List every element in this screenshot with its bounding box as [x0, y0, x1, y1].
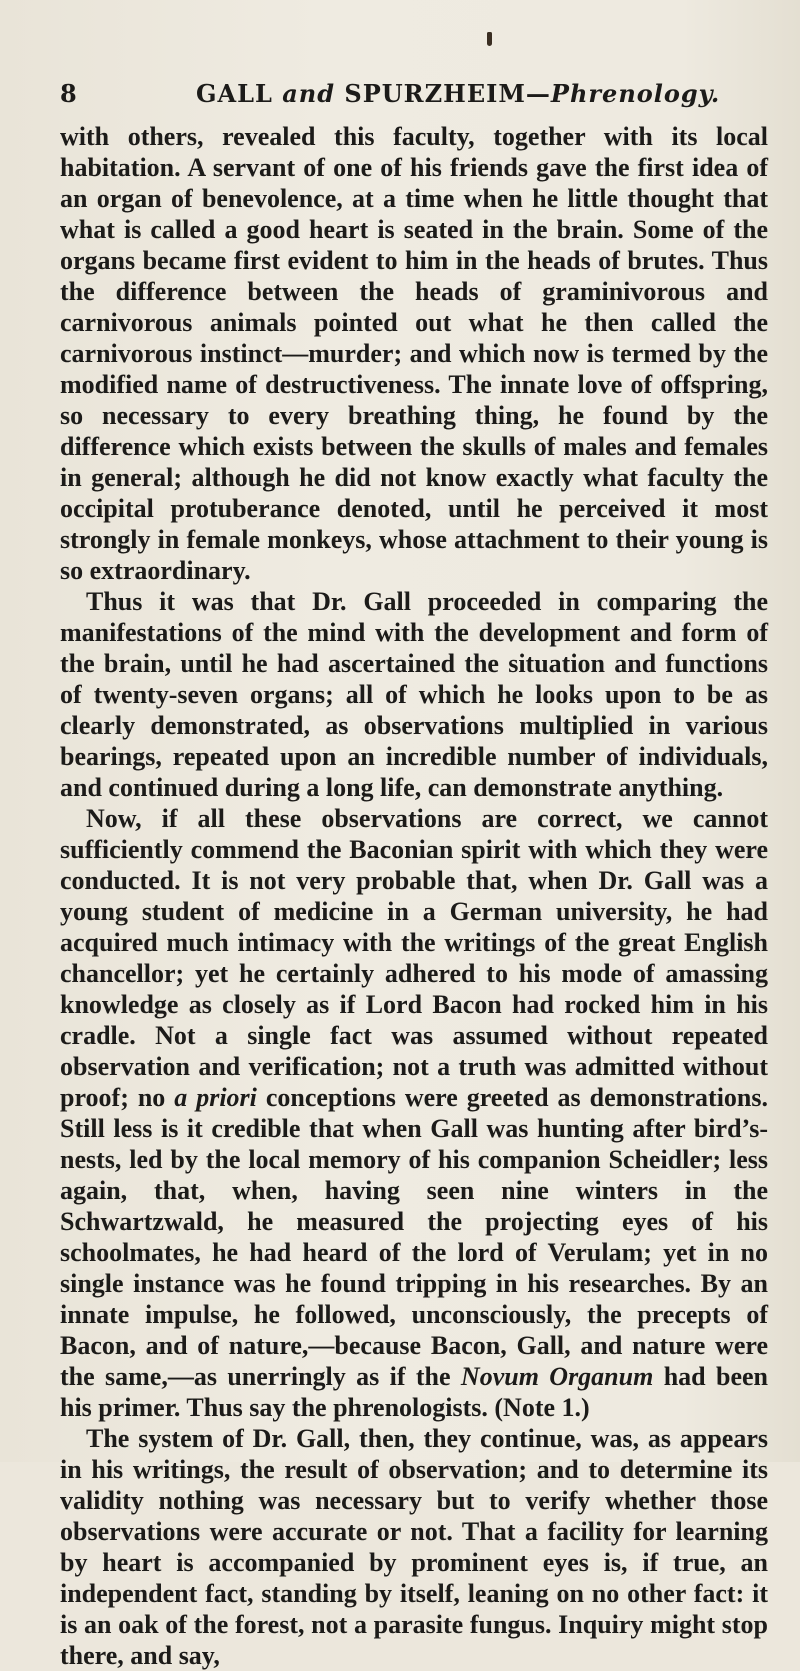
paragraph-4: The system of Dr. Gall, then, they continue, was, as appears in his writings, the result of observation; and to determine its validity nothing was necessary but to verify whether those observations were accurate or not. That a facility for learning by heart is accompanied by prominent eyes is, if true, an independent fact, standing by itself, leaning on no other fact: it is an oak of the forest, not a parasite fungus. Inquiry might stop there, and say, [60, 1424, 768, 1670]
running-head-authors-2: SPURZHEIM— [335, 79, 551, 108]
a-priori-italic: a priori [174, 1083, 257, 1112]
paragraph-3-text-b: conceptions were greeted as demonstrations. Still less is it credible that when Gall was hunting after bird’s-nests, led by the local memory of his companion Scheidler; less again, that, when, having seen nine winters in the Schwartzwald, he measured the projecting eyes of his schoolmates, he had heard of the lord of Verulam; yet in no single instance was he found tripping in his researches. By an innate impulse, he followed, unconsciously, the precepts of Bacon, and of nature,—because Bacon, Gall, and nature were the same,—as unerringly as if the [60, 1083, 768, 1391]
running-head [196, 74, 720, 114]
novum-organum-italic: Novum Organum [460, 1362, 654, 1391]
paragraph-1: with others, revealed this faculty, together with its local habitation. A servant of one of his friends gave the first idea of an organ of benevolence, at a time when he little thought that what is called a good heart is seated in the brain. Some of the organs became first evident to him in the heads of brutes. Thus the difference between the heads of graminivorous and carnivorous animals pointed out what he then called the carnivorous instinct—murder; and which now is termed by the modified name of destructiveness. The innate love of offspring, so necessary to every breathing thing, he found by the difference which exists between the skulls of males and females in general; although he did not know exactly what faculty the occipital protuberance denoted, until he perceived it most strongly in female monkeys, whose attachment to their young is so extraordinary. [60, 122, 768, 585]
ink-speck [487, 32, 492, 46]
page-header [60, 74, 760, 114]
paragraph-3 [60, 803, 768, 1423]
running-head-title: Phrenology. [550, 79, 721, 108]
paragraph-3-text-c: had been his primer. Thus say the phrenologists. (Note 1.) [60, 1362, 769, 1422]
paragraph-3-text-a: Now, if all these observations are correct, we cannot sufficiently commend the Baconian spirit with which they were conducted. It is not very probable that, when Dr. Gall was a young student of medicine in a German university, he had acquired much intimacy with the writings of the great English chancellor; yet he certainly adhered to his mode of amassing knowledge as closely as if Lord Bacon had rocked him in his cradle. Not a single fact was assumed without repeated observation and verification; not a truth was admitted without proof; no [60, 804, 768, 1112]
body-text [60, 121, 768, 1671]
page-number: 8 [60, 79, 77, 108]
running-head-and: and [282, 79, 336, 108]
paragraph-2: Thus it was that Dr. Gall proceeded in comparing the manifestations of the mind with the development and form of the brain, until he had ascertained the situation and functions of twenty-seven organs; all of which he looks upon to be as clearly demonstrated, as observations multiplied in various bearings, repeated upon an incredible number of individuals, and continued during a long life, can demonstrate anything. [60, 587, 768, 802]
running-head-authors: GALL [196, 79, 283, 108]
